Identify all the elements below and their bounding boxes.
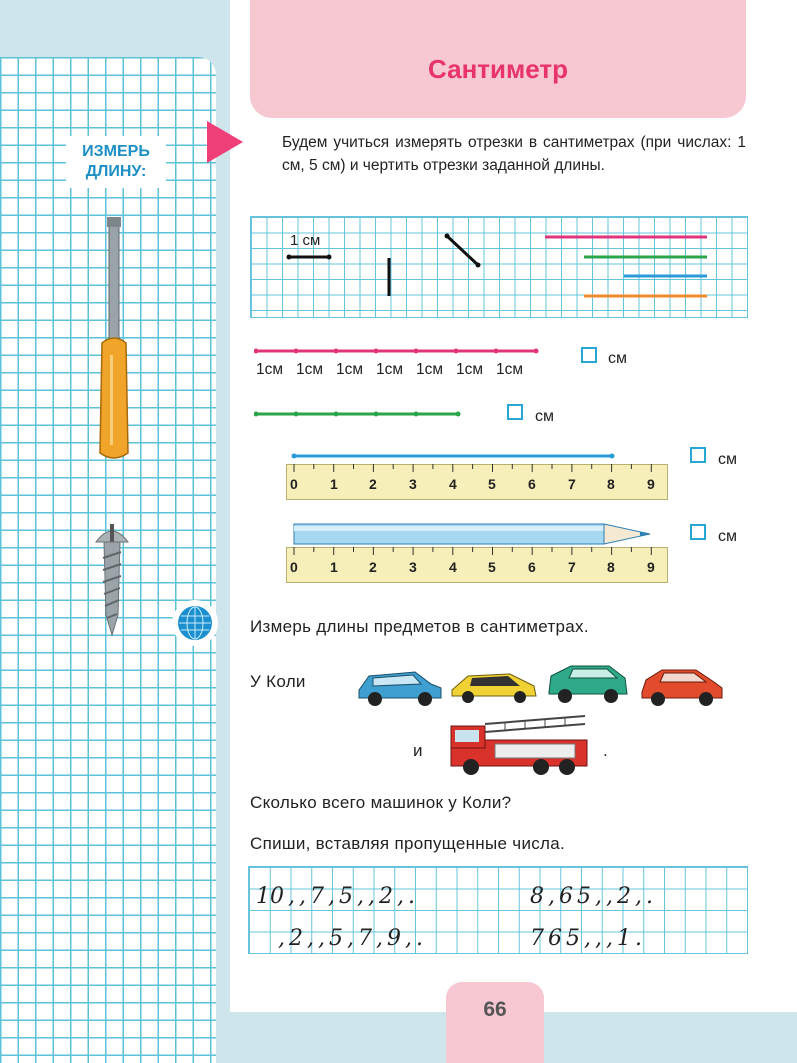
fire-truck-image bbox=[445, 712, 595, 776]
hw-cell: , bbox=[548, 884, 555, 909]
ruler-tick: 9 bbox=[647, 559, 655, 575]
hw-cell: 7 bbox=[530, 926, 544, 951]
hw-cell: 6 bbox=[559, 884, 573, 909]
green-segment bbox=[254, 409, 464, 419]
ruler-tick: 8 bbox=[607, 476, 615, 492]
hw-cell: , bbox=[278, 926, 285, 951]
hw-cell: . bbox=[646, 884, 653, 909]
task-measure-objects: Измерь длины предметов в сантиметрах. bbox=[250, 617, 589, 636]
segments-diagram bbox=[250, 216, 746, 316]
ruler-tick: 3 bbox=[409, 476, 417, 492]
hw-cell: , bbox=[299, 884, 306, 909]
page-number: 66 bbox=[483, 998, 507, 1021]
hw-cell: 2 bbox=[617, 884, 631, 909]
hw-cell: , bbox=[595, 926, 602, 951]
hw-cell: , bbox=[584, 926, 591, 951]
ruler-labels bbox=[286, 559, 666, 579]
task-copy: Спиши, вставляя пропущенные числа. bbox=[250, 834, 566, 853]
hw-cell: , bbox=[606, 884, 613, 909]
globe-icon bbox=[170, 598, 220, 648]
hw-cell: 5 bbox=[329, 926, 343, 951]
ruler-tick: 1 bbox=[330, 476, 338, 492]
hw-cell: , bbox=[307, 926, 314, 951]
ruler-tick: 1 bbox=[330, 559, 338, 575]
hw-cell: 7 bbox=[310, 884, 324, 909]
hw-cell: , bbox=[405, 926, 412, 951]
task-kolya-prefix: У Коли bbox=[250, 672, 306, 691]
hw-cell: 6 bbox=[548, 926, 562, 951]
hw-cell: , bbox=[635, 884, 642, 909]
cm-label: 1см bbox=[296, 361, 324, 378]
cm-label: 1см bbox=[376, 361, 404, 378]
red-car-image bbox=[638, 660, 726, 710]
unit-label: см bbox=[608, 350, 627, 367]
task-period: . bbox=[603, 741, 609, 760]
green-car-image bbox=[545, 658, 631, 708]
hw-cell: , bbox=[397, 884, 404, 909]
cm-label: 1см bbox=[256, 361, 284, 378]
unit-label: см bbox=[718, 451, 737, 468]
hw-cell: , bbox=[595, 884, 602, 909]
task-conj-and: и bbox=[413, 741, 423, 760]
exercise-row-2-right bbox=[530, 926, 642, 951]
cm-label: 1см bbox=[336, 361, 364, 378]
hw-cell: , bbox=[288, 884, 295, 909]
yellow-car-image bbox=[448, 664, 540, 706]
hw-cell: 5 bbox=[577, 884, 591, 909]
screwdriver-image bbox=[90, 215, 140, 465]
answer-box[interactable] bbox=[507, 404, 523, 420]
ruler-tick: 8 bbox=[607, 559, 615, 575]
diagonal-segment bbox=[447, 236, 478, 265]
ruler-tick: 4 bbox=[449, 476, 457, 492]
ruler-tick: 2 bbox=[369, 559, 377, 575]
ruler-tick: 6 bbox=[528, 559, 536, 575]
pointer-arrow-icon bbox=[207, 121, 243, 163]
blue-segment bbox=[288, 451, 618, 461]
label-line-1: ИЗМЕРЬ bbox=[82, 143, 150, 160]
hw-cell: 10 bbox=[256, 884, 284, 909]
hw-cell: . bbox=[635, 926, 642, 951]
hw-cell: 7 bbox=[358, 926, 372, 951]
exercise-row-1-left bbox=[256, 884, 415, 909]
ruler-tick: 4 bbox=[449, 559, 457, 575]
hw-cell: , bbox=[357, 884, 364, 909]
unit-label: см bbox=[718, 528, 737, 545]
answer-box[interactable] bbox=[690, 524, 706, 540]
ruler-tick: 7 bbox=[568, 559, 576, 575]
cm-label: 1см bbox=[456, 361, 484, 378]
ruler-ticks bbox=[286, 464, 666, 474]
hw-cell: 2 bbox=[289, 926, 303, 951]
hw-cell: , bbox=[368, 884, 375, 909]
hw-cell: 5 bbox=[566, 926, 580, 951]
pencil-image bbox=[290, 521, 660, 547]
blue-car-image bbox=[355, 660, 445, 710]
answer-box[interactable] bbox=[690, 447, 706, 463]
hw-cell: 5 bbox=[339, 884, 353, 909]
ruler-tick: 2 bbox=[369, 476, 377, 492]
ruler-tick: 9 bbox=[647, 476, 655, 492]
hw-cell: , bbox=[347, 926, 354, 951]
ruler-tick: 0 bbox=[290, 476, 298, 492]
hw-cell: 2 bbox=[379, 884, 393, 909]
hw-cell: , bbox=[318, 926, 325, 951]
hw-cell: 9 bbox=[387, 926, 401, 951]
exercise-row-2-left bbox=[278, 926, 423, 951]
hw-cell: 1 bbox=[617, 926, 631, 951]
ruler-labels bbox=[286, 476, 666, 496]
ruler-tick: 3 bbox=[409, 559, 417, 575]
screw-image bbox=[92, 520, 132, 640]
cm-label: 1см bbox=[416, 361, 444, 378]
ruler-tick: 7 bbox=[568, 476, 576, 492]
ruler-tick: 5 bbox=[488, 476, 496, 492]
hw-cell: . bbox=[416, 926, 423, 951]
hw-cell: , bbox=[606, 926, 613, 951]
pink-segment bbox=[254, 346, 540, 356]
ruler-tick: 0 bbox=[290, 559, 298, 575]
page-title: Сантиметр bbox=[428, 54, 568, 84]
hw-cell: 8 bbox=[530, 884, 544, 909]
intro-text: Будем учиться измерять отрезки в сантиметрах (при числах: 1 см, 5 см) и чертить отрезки заданной длины. bbox=[282, 134, 746, 174]
hw-cell: . bbox=[408, 884, 415, 909]
unit-label: см bbox=[535, 408, 554, 425]
ruler-tick: 5 bbox=[488, 559, 496, 575]
hw-cell: , bbox=[376, 926, 383, 951]
cm-label: 1см bbox=[496, 361, 524, 378]
task-question: Сколько всего машинок у Коли? bbox=[250, 793, 512, 812]
ruler-ticks bbox=[286, 547, 666, 557]
hw-cell: , bbox=[328, 884, 335, 909]
answer-box[interactable] bbox=[581, 347, 597, 363]
label-line-2: ДЛИНУ: bbox=[85, 163, 147, 180]
exercise-row-1-right bbox=[530, 884, 653, 909]
ruler-tick: 6 bbox=[528, 476, 536, 492]
one-cm-label: 1 см bbox=[290, 232, 321, 249]
cm-labels-row bbox=[256, 361, 536, 379]
page-number-tab bbox=[446, 982, 544, 1063]
measure-length-label bbox=[66, 136, 166, 188]
